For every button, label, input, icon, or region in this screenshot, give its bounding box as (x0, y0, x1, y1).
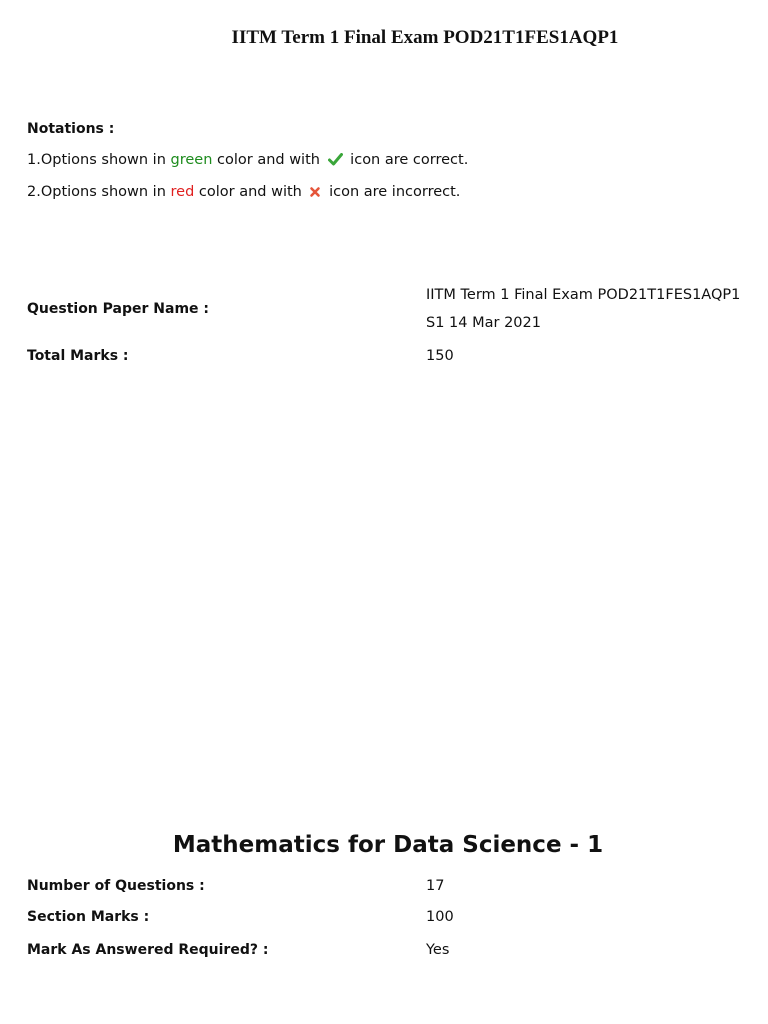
mark-as-answered-label: Mark As Answered Required? : (27, 942, 269, 958)
section-title: Mathematics for Data Science - 1 (172, 832, 604, 858)
question-paper-name-value-line1: IITM Term 1 Final Exam POD21T1FES1AQP1 (426, 287, 741, 303)
notation-incorrect-suffix: icon are incorrect. (324, 184, 461, 200)
notation-incorrect-middle: color and with (194, 184, 307, 200)
question-paper-name-value-line2: S1 14 Mar 2021 (426, 315, 541, 331)
red-color-word: red (170, 184, 195, 200)
notation-correct-prefix: 1.Options shown in (27, 152, 171, 168)
notation-correct-line (27, 152, 468, 170)
cross-icon (309, 186, 321, 202)
number-of-questions-value: 17 (426, 878, 445, 894)
number-of-questions-label: Number of Questions : (27, 878, 205, 894)
notation-correct-suffix: icon are correct. (345, 152, 469, 168)
check-icon (328, 153, 343, 170)
section-marks-label: Section Marks : (27, 909, 150, 925)
notation-incorrect-line (27, 184, 460, 202)
green-color-word: green (170, 152, 213, 168)
section-marks-value: 100 (426, 909, 454, 925)
notation-incorrect-prefix: 2.Options shown in (27, 184, 171, 200)
notations-heading: Notations : (27, 121, 115, 137)
total-marks-label: Total Marks : (27, 348, 129, 364)
question-paper-name-label: Question Paper Name : (27, 301, 209, 317)
document-title: IITM Term 1 Final Exam POD21T1FES1AQP1 (231, 27, 619, 48)
total-marks-value: 150 (426, 348, 454, 364)
mark-as-answered-value: Yes (426, 942, 450, 958)
notation-correct-middle: color and with (212, 152, 325, 168)
